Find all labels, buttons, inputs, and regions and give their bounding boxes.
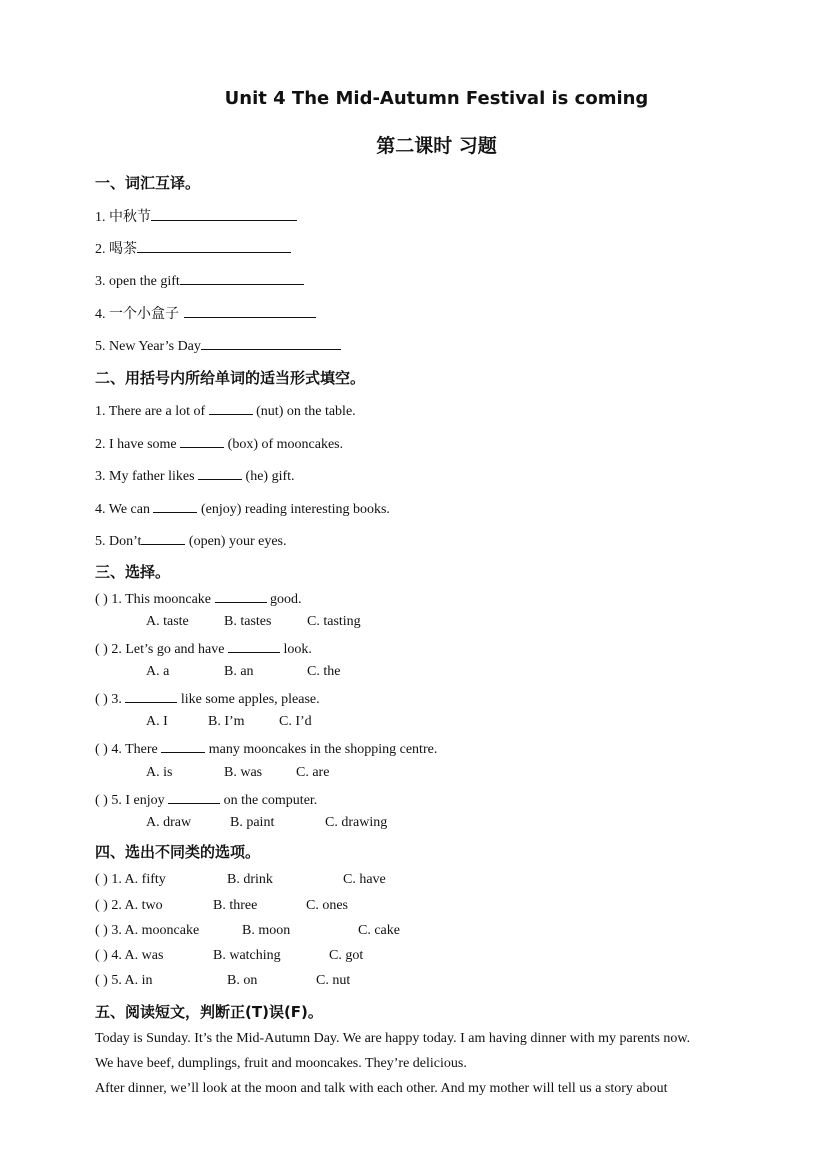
odd-one-option-a[interactable]: ( ) 1. A. fifty (95, 872, 166, 887)
option-a[interactable]: A. taste (146, 614, 189, 629)
answer-blank[interactable] (125, 689, 177, 703)
section2-heading: 二、用括号内所给单词的适当形式填空。 (95, 369, 366, 387)
answer-blank[interactable] (184, 304, 316, 318)
option-b[interactable]: B. paint (230, 815, 275, 830)
mc-question: ( ) 3. like some apples, please. (95, 689, 320, 708)
fill-item: 5. Don’t (open) your eyes. (95, 531, 287, 550)
odd-one-option-c[interactable]: C. got (329, 948, 364, 963)
answer-blank[interactable] (137, 239, 291, 253)
option-a[interactable]: A. is (146, 765, 173, 780)
odd-one-option-b[interactable]: B. three (213, 898, 258, 913)
section4-heading: 四、选出不同类的选项。 (95, 843, 261, 861)
answer-blank[interactable] (215, 589, 267, 603)
fill-item: 4. We can (enjoy) reading interesting books. (95, 499, 390, 518)
option-c[interactable]: C. I’d (279, 714, 312, 729)
option-a[interactable]: A. I (146, 714, 168, 729)
odd-one-option-c[interactable]: C. cake (358, 923, 400, 938)
vocab-item: 5. New Year’s Day (95, 336, 341, 355)
section1-heading: 一、词汇互译。 (95, 174, 201, 192)
option-c[interactable]: C. are (296, 765, 330, 780)
vocab-item: 3. open the gift (95, 271, 304, 290)
mc-question: ( ) 1. This mooncake good. (95, 589, 302, 608)
page-subtitle: 第二课时 习题 (376, 135, 497, 157)
odd-one-option-b[interactable]: B. watching (213, 948, 281, 963)
option-a[interactable]: A. a (146, 664, 170, 679)
odd-one-option-c[interactable]: C. ones (306, 898, 348, 913)
answer-blank[interactable] (180, 434, 224, 448)
odd-one-option-c[interactable]: C. have (343, 872, 386, 887)
fill-item: 3. My father likes (he) gift. (95, 466, 295, 485)
odd-one-option-a[interactable]: ( ) 4. A. was (95, 948, 164, 963)
option-c[interactable]: C. drawing (325, 815, 388, 830)
odd-one-option-a[interactable]: ( ) 2. A. two (95, 898, 163, 913)
answer-blank[interactable] (228, 639, 280, 653)
vocab-item: 2. 喝茶 (95, 238, 291, 258)
vocab-item: 4. 一个小盒子 (95, 303, 316, 323)
reading-line: Today is Sunday. It’s the Mid-Autumn Day. We are happy today. I am having dinner with my parents now. (95, 1031, 691, 1046)
odd-one-option-b[interactable]: B. moon (242, 923, 291, 938)
option-c[interactable]: C. tasting (307, 614, 361, 629)
answer-blank[interactable] (141, 531, 185, 545)
mc-question: ( ) 2. Let’s go and have look. (95, 639, 312, 658)
answer-blank[interactable] (151, 207, 297, 221)
odd-one-option-a[interactable]: ( ) 3. A. mooncake (95, 923, 200, 938)
mc-question: ( ) 4. There many mooncakes in the shopping centre. (95, 739, 437, 758)
answer-blank[interactable] (198, 466, 242, 480)
fill-item: 1. There are a lot of (nut) on the table. (95, 401, 356, 420)
page-title: Unit 4 The Mid-Autumn Festival is coming (224, 88, 649, 109)
answer-blank[interactable] (161, 739, 205, 753)
section3-heading: 三、选择。 (95, 563, 171, 581)
mc-question: ( ) 5. I enjoy on the computer. (95, 790, 317, 809)
odd-one-option-a[interactable]: ( ) 5. A. in (95, 973, 153, 988)
answer-blank[interactable] (153, 499, 197, 513)
reading-line: After dinner, we’ll look at the moon and talk with each other. And my mother will tell us a story about (95, 1081, 668, 1096)
option-b[interactable]: B. tastes (224, 614, 272, 629)
answer-blank[interactable] (180, 271, 304, 285)
odd-one-option-b[interactable]: B. on (227, 973, 258, 988)
reading-line: We have beef, dumplings, fruit and mooncakes. They’re delicious. (95, 1056, 467, 1071)
answer-blank[interactable] (168, 790, 220, 804)
option-c[interactable]: C. the (307, 664, 341, 679)
vocab-item: 1. 中秋节 (95, 206, 297, 226)
option-b[interactable]: B. was (224, 765, 263, 780)
odd-one-option-c[interactable]: C. nut (316, 973, 351, 988)
option-b[interactable]: B. I’m (208, 714, 245, 729)
odd-one-option-b[interactable]: B. drink (227, 872, 273, 887)
fill-item: 2. I have some (box) of mooncakes. (95, 434, 343, 453)
option-b[interactable]: B. an (224, 664, 254, 679)
option-a[interactable]: A. draw (146, 815, 192, 830)
section5-heading: 五、阅读短文，判断正(T)误(F)。 (95, 1003, 323, 1021)
answer-blank[interactable] (201, 336, 341, 350)
answer-blank[interactable] (209, 401, 253, 415)
